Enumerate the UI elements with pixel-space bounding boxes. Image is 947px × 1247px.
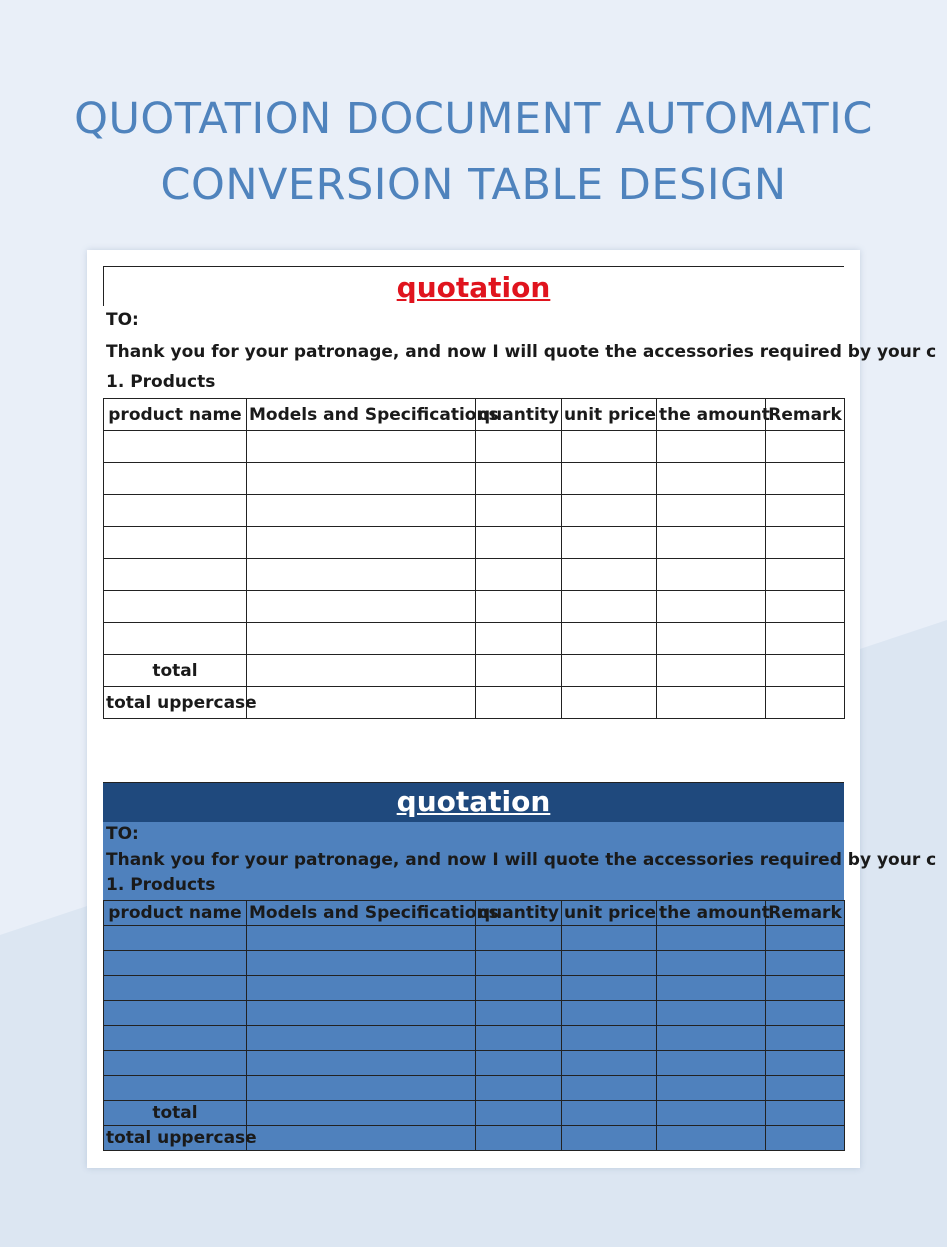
table-cell[interactable]: [104, 559, 247, 591]
table-row: [104, 463, 845, 495]
table-cell[interactable]: [657, 527, 766, 559]
table-cell[interactable]: [104, 591, 247, 623]
table-row: [104, 1076, 845, 1101]
quotation-title: quotation: [396, 271, 551, 304]
products-section-label: 1. Products: [106, 875, 216, 895]
table-cell[interactable]: [476, 463, 562, 495]
table-cell[interactable]: [104, 463, 247, 495]
table-cell[interactable]: [657, 559, 766, 591]
table-cell[interactable]: [247, 1001, 476, 1026]
table-cell[interactable]: [562, 1076, 657, 1101]
quotation-white: [103, 266, 937, 718]
table-cell[interactable]: [104, 623, 247, 655]
table-cell[interactable]: [766, 1101, 845, 1126]
table-cell[interactable]: [476, 559, 562, 591]
col-header: the amount: [657, 901, 766, 926]
col-header: Remark: [766, 901, 845, 926]
table-cell[interactable]: [476, 655, 562, 687]
table-cell[interactable]: [476, 623, 562, 655]
table-cell[interactable]: [104, 1051, 247, 1076]
table-cell[interactable]: [247, 687, 476, 719]
table-cell[interactable]: [766, 976, 845, 1001]
table-cell[interactable]: [247, 527, 476, 559]
table-row: [104, 623, 845, 655]
table-cell[interactable]: [562, 926, 657, 951]
table-cell[interactable]: [104, 431, 247, 463]
table-row: [104, 431, 845, 463]
table-cell[interactable]: [562, 495, 657, 527]
table-cell[interactable]: [476, 527, 562, 559]
col-header: quantity: [476, 399, 562, 431]
table-cell[interactable]: [562, 559, 657, 591]
table-cell[interactable]: [766, 687, 845, 719]
table-cell[interactable]: [247, 951, 476, 976]
table-cell[interactable]: [104, 976, 247, 1001]
table-cell[interactable]: [247, 926, 476, 951]
table-cell[interactable]: [247, 1101, 476, 1126]
table-cell[interactable]: [562, 1101, 657, 1126]
table-cell[interactable]: [562, 463, 657, 495]
total-uppercase-label: total uppercase: [104, 687, 247, 719]
table-cell[interactable]: [562, 591, 657, 623]
table-cell[interactable]: [476, 591, 562, 623]
table-cell[interactable]: [104, 1026, 247, 1051]
quotation-title: quotation: [396, 785, 551, 818]
table-cell[interactable]: [247, 623, 476, 655]
table-cell[interactable]: [766, 559, 845, 591]
table-cell[interactable]: [766, 1026, 845, 1051]
table-cell[interactable]: [766, 1001, 845, 1026]
table-cell[interactable]: [104, 951, 247, 976]
table-cell[interactable]: [657, 655, 766, 687]
to-label: TO:: [106, 824, 139, 844]
table-cell[interactable]: [247, 1076, 476, 1101]
table-cell[interactable]: [104, 527, 247, 559]
table-cell[interactable]: [247, 1126, 476, 1151]
table-cell[interactable]: [562, 1026, 657, 1051]
table-cell[interactable]: [562, 1051, 657, 1076]
col-header: Models and Specifications: [247, 399, 476, 431]
col-header: product name: [104, 901, 247, 926]
table-cell[interactable]: [766, 623, 845, 655]
table-cell[interactable]: [766, 495, 845, 527]
table-cell[interactable]: [657, 1076, 766, 1101]
table-cell[interactable]: [766, 655, 845, 687]
table-cell[interactable]: [657, 687, 766, 719]
table-header-row: [104, 399, 845, 431]
products-table: [103, 398, 845, 719]
table-cell[interactable]: [657, 976, 766, 1001]
table-row: [104, 1026, 845, 1051]
total-row: [104, 655, 845, 687]
table-row: [104, 1001, 845, 1026]
table-cell[interactable]: [562, 527, 657, 559]
col-header: Remark: [766, 399, 845, 431]
table-cell[interactable]: [476, 495, 562, 527]
total-uppercase-row: [104, 687, 845, 719]
col-header: product name: [104, 399, 247, 431]
products-section-label: 1. Products: [106, 372, 216, 392]
table-cell[interactable]: [476, 431, 562, 463]
table-cell[interactable]: [247, 1026, 476, 1051]
table-cell[interactable]: [476, 1051, 562, 1076]
table-cell[interactable]: [766, 431, 845, 463]
table-row: [104, 495, 845, 527]
table-header-row: [104, 901, 845, 926]
table-cell[interactable]: [766, 1051, 845, 1076]
total-row: [104, 1101, 845, 1126]
total-label: total: [104, 1101, 247, 1126]
table-cell[interactable]: [657, 1001, 766, 1026]
table-cell[interactable]: [657, 1101, 766, 1126]
table-cell[interactable]: [562, 655, 657, 687]
table-row: [104, 591, 845, 623]
table-cell[interactable]: [476, 926, 562, 951]
table-cell[interactable]: [476, 1001, 562, 1026]
table-cell[interactable]: [766, 463, 845, 495]
table-cell[interactable]: [476, 1126, 562, 1151]
table-row: [104, 976, 845, 1001]
table-cell[interactable]: [104, 926, 247, 951]
table-cell[interactable]: [476, 976, 562, 1001]
table-cell[interactable]: [766, 926, 845, 951]
table-cell[interactable]: [562, 1001, 657, 1026]
col-header: quantity: [476, 901, 562, 926]
table-cell[interactable]: [562, 1126, 657, 1151]
total-label: total: [104, 655, 247, 687]
table-cell[interactable]: [476, 687, 562, 719]
quotation-blue: [103, 782, 937, 1152]
table-row: [104, 527, 845, 559]
total-uppercase-row: [104, 1126, 845, 1151]
spreadsheet-preview: [87, 250, 937, 1168]
table-cell[interactable]: [562, 976, 657, 1001]
table-cell[interactable]: [766, 951, 845, 976]
table-cell[interactable]: [657, 1026, 766, 1051]
table-cell[interactable]: [766, 527, 845, 559]
table-cell[interactable]: [562, 951, 657, 976]
table-row: [104, 926, 845, 951]
frame-top-border: [103, 266, 844, 267]
col-header: Models and Specifications: [247, 901, 476, 926]
table-cell[interactable]: [657, 1126, 766, 1151]
table-cell[interactable]: [766, 1126, 845, 1151]
table-cell[interactable]: [476, 1076, 562, 1101]
table-cell[interactable]: [476, 1026, 562, 1051]
table-cell[interactable]: [247, 559, 476, 591]
table-row: [104, 559, 845, 591]
table-cell[interactable]: [476, 951, 562, 976]
table-cell[interactable]: [476, 1101, 562, 1126]
table-cell[interactable]: [657, 1051, 766, 1076]
table-row: [104, 1051, 845, 1076]
table-cell[interactable]: [247, 495, 476, 527]
table-cell[interactable]: [657, 926, 766, 951]
page-title-line-1: QUOTATION DOCUMENT AUTOMATIC: [74, 94, 873, 144]
table-cell[interactable]: [247, 463, 476, 495]
table-cell[interactable]: [766, 1076, 845, 1101]
col-header: the amount: [657, 399, 766, 431]
table-cell[interactable]: [562, 687, 657, 719]
table-cell[interactable]: [247, 1051, 476, 1076]
table-cell[interactable]: [562, 431, 657, 463]
page-title: [0, 86, 947, 218]
total-uppercase-label: total uppercase: [104, 1126, 247, 1151]
col-header: unit price: [562, 901, 657, 926]
table-cell[interactable]: [657, 951, 766, 976]
table-cell[interactable]: [247, 591, 476, 623]
table-cell[interactable]: [657, 495, 766, 527]
table-cell[interactable]: [657, 431, 766, 463]
to-label: TO:: [106, 310, 139, 330]
table-row: [104, 951, 845, 976]
table-cell[interactable]: [247, 655, 476, 687]
thanks-text: Thank you for your patronage, and now I will quote the accessories required by your c: [106, 342, 937, 362]
table-cell[interactable]: [104, 1076, 247, 1101]
products-table: [103, 900, 845, 1151]
thanks-text: Thank you for your patronage, and now I will quote the accessories required by your c: [106, 850, 937, 870]
table-cell[interactable]: [657, 591, 766, 623]
table-cell[interactable]: [766, 591, 845, 623]
table-cell[interactable]: [247, 976, 476, 1001]
table-cell[interactable]: [247, 431, 476, 463]
table-cell[interactable]: [657, 623, 766, 655]
table-cell[interactable]: [104, 1001, 247, 1026]
table-cell[interactable]: [657, 463, 766, 495]
table-cell[interactable]: [104, 495, 247, 527]
page-title-line-2: CONVERSION TABLE DESIGN: [160, 160, 787, 210]
table-cell[interactable]: [562, 623, 657, 655]
col-header: unit price: [562, 399, 657, 431]
